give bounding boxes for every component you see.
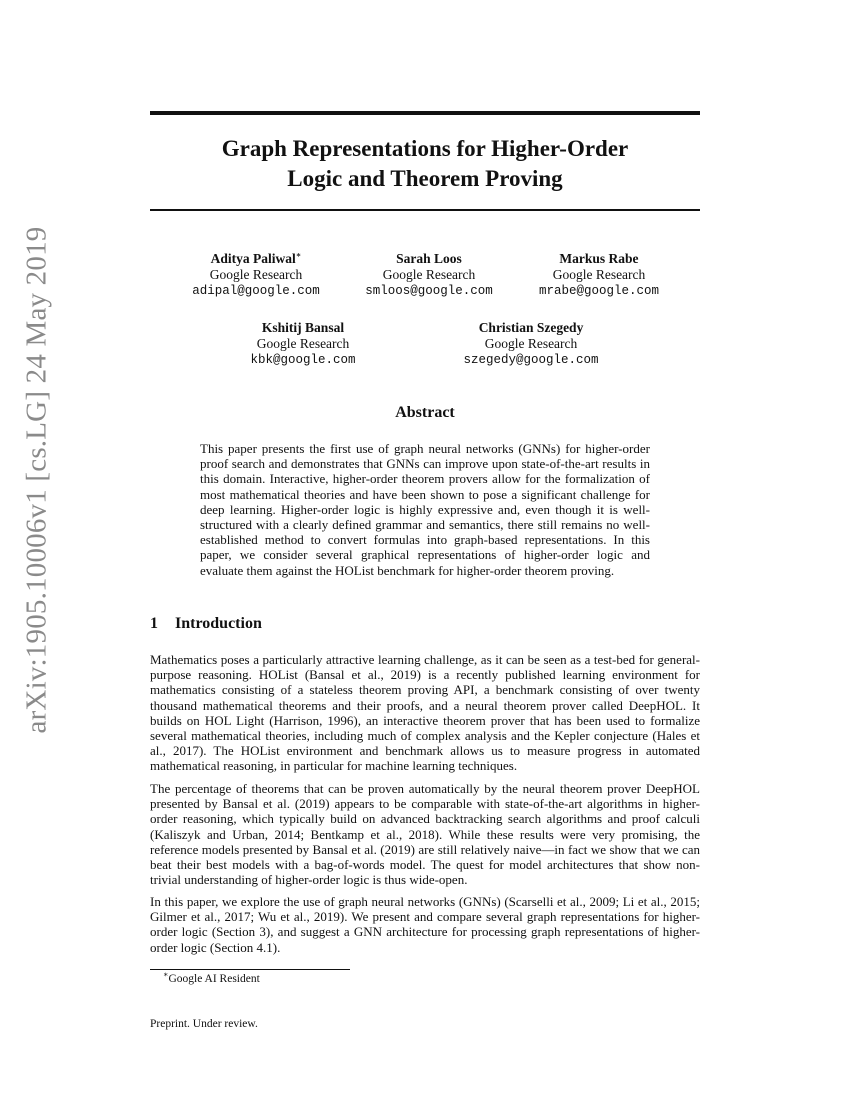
intro-paragraph-2: The percentage of theorems that can be proven automatically by the neural theorem prover DeepHOL presented by Bansal et al. (2019) appears to be comparable with state-of-the-art algorithms in higher-order reasoning, which typically build on advanced backtracking search algorithms and proof calculi (Kaliszyk and Urban, 2014; Bentkamp et al., 2018). While these results were very promising, the reference models presented by Bansal et al. (2019) are still relatively naive—in fact we show that we can beat their best models with a bag-of-words model. The quest for model architectures that show non-trivial understanding of higher-order logic is thus wide-open. (150, 781, 700, 888)
author-name: Aditya Paliwal∗ (210, 250, 302, 266)
title-top-rule (150, 111, 700, 115)
preprint-note: Preprint. Under review. (150, 1018, 258, 1030)
author-affiliation: Google Research (209, 267, 303, 282)
footnote-rule (150, 969, 350, 970)
author-block (250, 320, 355, 368)
author-email: szegedy@google.com (463, 353, 599, 367)
author-affiliation: Google Research (484, 336, 578, 351)
footnote (163, 970, 260, 985)
title-line-1: Graph Representations for Higher-Order (221, 136, 629, 161)
author-block (365, 251, 493, 299)
section-heading-introduction (150, 615, 262, 633)
arxiv-identifier-stamp: arXiv:1905.10006v1 [cs.LG] 24 May 2019 (20, 226, 53, 734)
author-email: mrabe@google.com (538, 284, 660, 298)
author-name: Kshitij Bansal (261, 320, 345, 335)
author-block (539, 251, 659, 299)
author-affiliation: Google Research (382, 267, 476, 282)
intro-paragraph-3: In this paper, we explore the use of graph neural networks (GNNs) (Scarselli et al., 2009; Li et al., 2015; Gilmer et al., 2017; Wu et al., 2019). We present and compare several graph representations for higher-order logic (Section 3), and suggest a GNN architecture for processing graph representations of higher-order logic (Section 4.1). (150, 894, 700, 955)
title-bottom-rule (150, 209, 700, 211)
author-affiliation: Google Research (552, 267, 646, 282)
author-block (463, 320, 598, 368)
section-title: Introduction (175, 615, 262, 632)
abstract-text: This paper presents the first use of graph neural networks (GNNs) for higher-order proof search and demonstrates that GNNs can improve upon state-of-the-art results in this domain. Interactive, higher-order theorem provers allow for the formalization of most mathematical theories and have been shown to pose a significant challenge for deep learning. Higher-order logic is highly expressive and, even though it is well-structured with a clearly defined grammar and semantics, there still remains no well-established method to convert formulas into graph-based representations. In this paper, we consider several graphical representations of higher-order logic and evaluate them against the HOList benchmark for higher-order theorem proving. (200, 441, 650, 578)
intro-paragraph-1: Mathematics poses a particularly attractive learning challenge, as it can be seen as a test-bed for general-purpose reasoning. HOList (Bansal et al., 2019) is a recently published learning environment for mathematics consisting of a stateless theorem proving API, a benchmark consisting of over twenty thousand mathematical theorems and their proofs, and a neural theorem prover called DeepHOL. It builds on HOL Light (Harrison, 1996), an interactive theorem prover that has been used to formalize several mathematical theories, including much of complex analysis and the Kepler conjecture (Hales et al., 2017). The HOList environment and benchmark allows us to measure progress in automated mathematical reasoning, in particular for machine learning techniques. (150, 652, 700, 774)
author-name: Markus Rabe (559, 251, 639, 266)
footnote-text: Google AI Resident (168, 973, 260, 985)
footnote-marker: ∗ (295, 250, 302, 260)
footnote-marker: ∗ (163, 970, 169, 980)
title-line-2: Logic and Theorem Proving (287, 166, 563, 191)
author-affiliation: Google Research (256, 336, 350, 351)
section-number: 1 (150, 615, 158, 632)
author-name: Christian Szegedy (478, 320, 584, 335)
author-email: kbk@google.com (250, 353, 356, 367)
author-email: adipal@google.com (192, 284, 320, 298)
abstract-heading: Abstract (395, 404, 455, 421)
author-block (192, 251, 320, 299)
author-email: smloos@google.com (365, 284, 493, 298)
author-name: Sarah Loos (396, 251, 462, 266)
paper-title (150, 134, 700, 194)
